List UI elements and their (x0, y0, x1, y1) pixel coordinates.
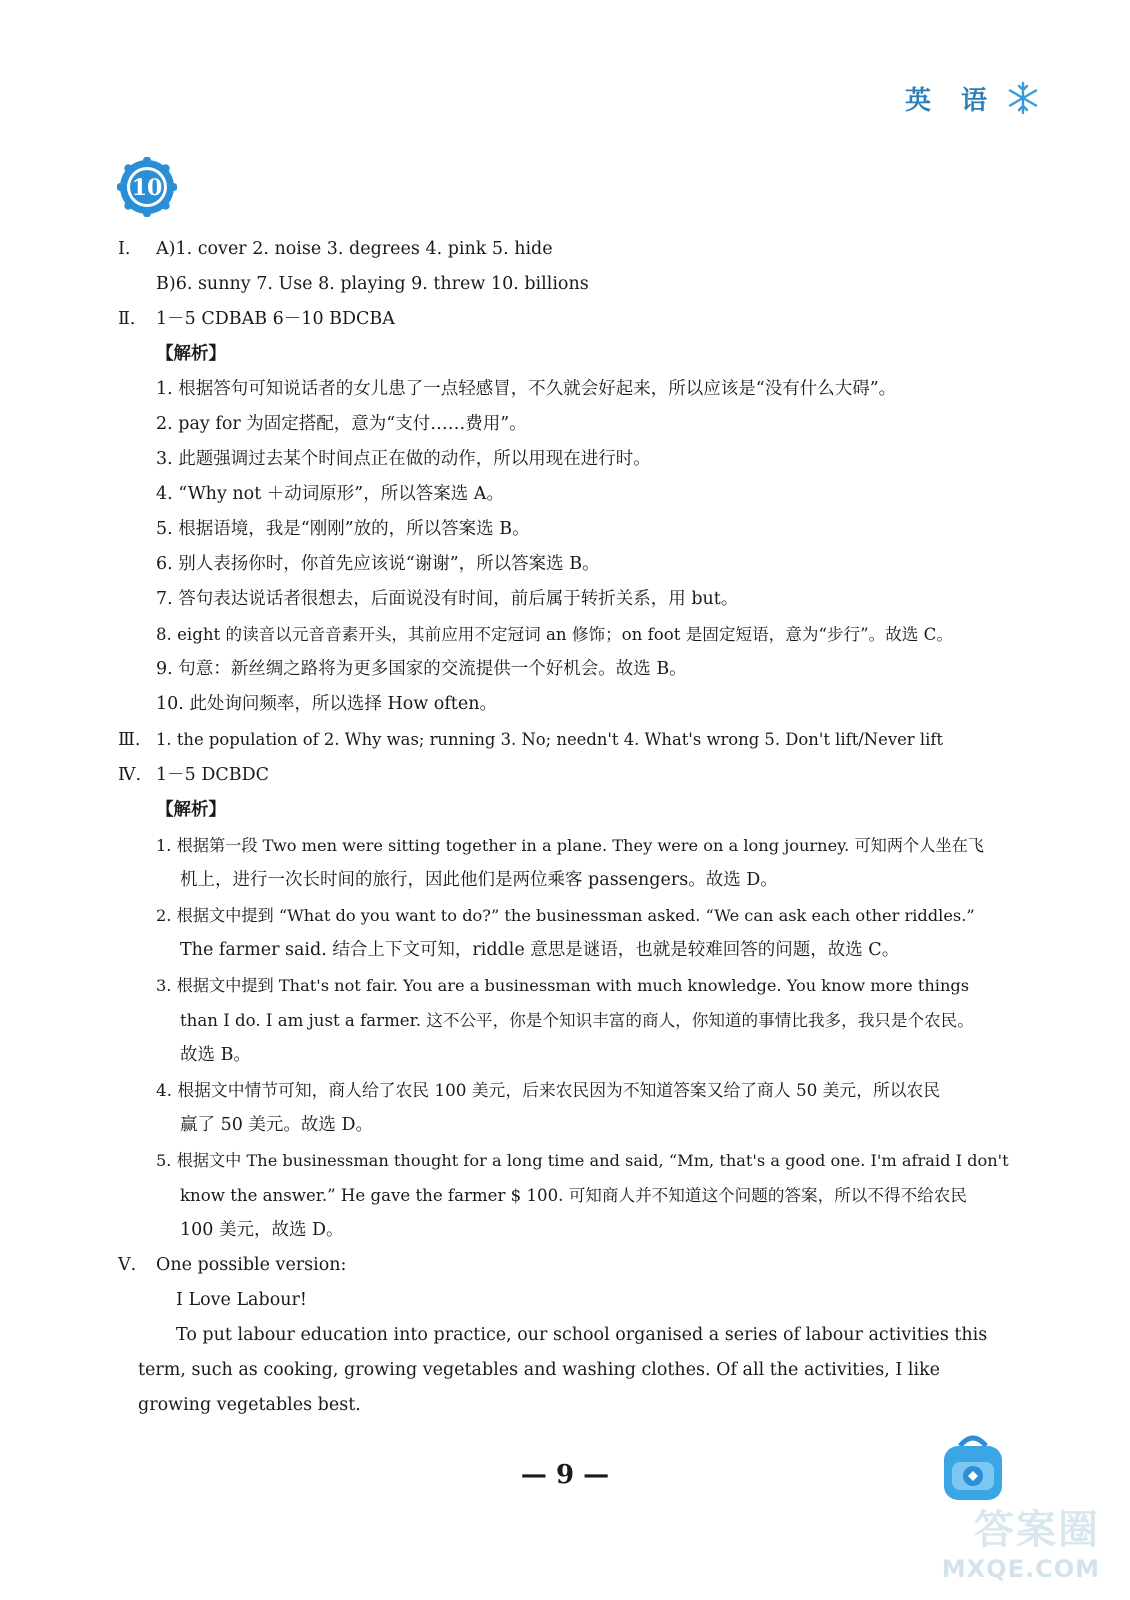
backpack-icon (938, 1432, 1008, 1504)
snowflake-icon (1005, 80, 1041, 116)
roman-numeral: Ⅲ. (118, 730, 141, 750)
list-item: 5. 根据文中 The businessman thought for a long time and said, “Mm, that's a good one. I'm afraid I don't (156, 1151, 1009, 1170)
section-3-answers: Ⅲ. 1. the population of 2. Why was; running 3. No; needn't 4. What's wrong 5. Don't lift/Never lift (118, 722, 988, 758)
page-number: — 9 — (520, 1460, 610, 1490)
essay-paragraph: To put labour education into practice, our school organised a series of labour activities this term, such as cooking, growing vegetables and washing clothes. Of all the activities, I like growing vegetables best. (138, 1325, 988, 1415)
list-item-continued: 故选 B。 (180, 1045, 251, 1065)
roman-numeral: Ⅴ. (118, 1255, 137, 1275)
list-item: 4. 根据文中情节可知，商人给了农民 100 美元，后来农民因为不知道答案又给了商人 50 美元，所以农民 (156, 1080, 941, 1100)
list-item: 2. pay for 为固定搭配，意为“支付……费用”。 (156, 414, 527, 434)
analysis-heading: 【解析】 (156, 800, 226, 820)
unit-number: 10 (131, 175, 163, 201)
analysis-heading: 【解析】 (156, 344, 226, 364)
list-item: 6. 别人表扬你时，你首先应该说“谢谢”，所以答案选 B。 (156, 554, 600, 574)
list-item-continued: 赢了 50 美元。故选 D。 (180, 1115, 373, 1135)
list-item-continued: The farmer said. 结合上下文可知，riddle 意思是谜语，也就是较难回答的问题，故选 C。 (180, 940, 900, 960)
list-item: 1. 根据答句可知说话者的女儿患了一点轻感冒，不久就会好起来，所以应该是“没有什么大碍”。 (156, 379, 897, 399)
section-1-line-a: Ⅰ. A)1. cover 2. noise 3. degrees 4. pink 5. hide (118, 232, 988, 267)
roman-numeral: Ⅳ. (118, 765, 142, 785)
unit-badge (117, 157, 177, 217)
list-item: 1. 根据第一段 Two men were sitting together in a plane. They were on a long journey. 可知两个人坐在飞 (156, 836, 984, 855)
watermark (920, 1498, 1100, 1583)
section-5-intro: Ⅴ. One possible version: (118, 1248, 988, 1283)
subject-title: 英语 (905, 86, 1018, 116)
list-item-continued: know the answer.” He gave the farmer $ 100. 可知商人并不知道这个问题的答案，所以不得不给农民 (180, 1186, 967, 1205)
list-item: 3. 此题强调过去某个时间点正在做的动作，所以用现在进行时。 (156, 449, 651, 469)
roman-numeral: Ⅰ. (118, 239, 131, 259)
list-item: 4. “Why not ＋动词原形”，所以答案选 A。 (156, 484, 504, 504)
section-4-answers: Ⅳ. 1－5 DCBDC (118, 758, 988, 793)
list-item: 10. 此处询问频率，所以选择 How often。 (156, 694, 497, 714)
answer-content (118, 232, 1009, 1423)
list-item: 5. 根据语境，我是“刚刚”放的，所以答案选 B。 (156, 519, 530, 539)
section-1-line-b: B)6. sunny 7. Use 8. playing 9. threw 10. billions (156, 274, 589, 294)
watermark-url: MXQE.COM (941, 1555, 1100, 1583)
roman-numeral: Ⅱ. (118, 309, 136, 329)
section-2-answers: Ⅱ. 1－5 CDBAB 6－10 BDCBA (118, 302, 988, 337)
list-item-continued: than I do. I am just a farmer. 这不公平，你是个知识丰富的商人，你知道的事情比我多，我只是个农民。 (180, 1011, 974, 1030)
list-item: 8. eight 的读音以元音音素开头，其前应用不定冠词 an 修饰；on foot 是固定短语，意为“步行”。故选 C。 (156, 625, 953, 644)
list-item: 3. 根据文中提到 That's not fair. You are a businessman with much knowledge. You know more things (156, 976, 970, 995)
list-item-continued: 100 美元，故选 D。 (180, 1220, 344, 1240)
watermark-logo-text: 答案圈 (974, 1507, 1100, 1553)
list-item-continued: 机上，进行一次长时间的旅行，因此他们是两位乘客 passengers。故选 D。 (180, 870, 778, 890)
list-item: 7. 答句表达说话者很想去，后面说没有时间，前后属于转折关系，用 but。 (156, 589, 739, 609)
list-item: 9. 句意：新丝绸之路将为更多国家的交流提供一个好机会。故选 B。 (156, 659, 687, 679)
essay-title: I Love Labour! (176, 1290, 307, 1310)
list-item: 2. 根据文中提到 “What do you want to do?” the businessman asked. “We can ask each other riddles.” (156, 906, 975, 925)
